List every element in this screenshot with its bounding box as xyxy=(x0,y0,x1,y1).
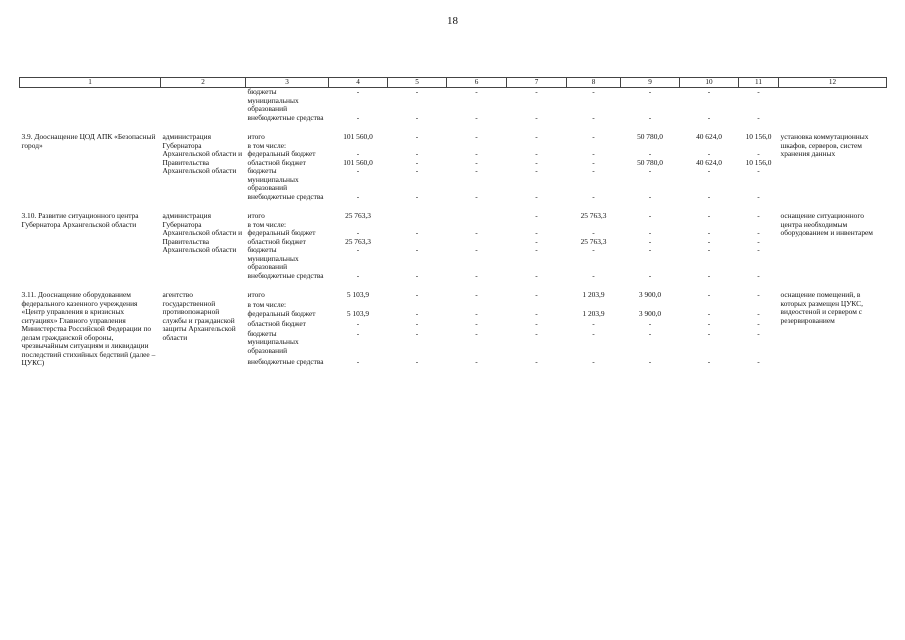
amount-cell: - xyxy=(356,191,360,201)
amount-cell: - xyxy=(648,191,652,201)
amount-cell: - xyxy=(648,211,652,221)
funding-source: итого xyxy=(247,132,265,142)
amount-cell: 101 560,0 xyxy=(343,157,373,167)
funding-source: федеральный бюджет xyxy=(247,228,316,238)
amount-cell: - xyxy=(648,270,652,280)
funding-source: областной бюджет xyxy=(247,236,306,246)
amount-cell: - xyxy=(592,112,595,122)
amount-cell: - xyxy=(757,228,760,238)
column-header: 10 xyxy=(680,78,739,88)
amount-cell: 10 156,0 xyxy=(745,157,772,167)
amount-cell: - xyxy=(475,290,478,300)
amount-cell: - xyxy=(415,357,419,367)
amount-cell: 40 624,0 xyxy=(696,157,722,167)
amount-cell: - xyxy=(475,132,478,142)
amount-cell: - xyxy=(415,112,419,122)
amount-cell: 3 900,0 xyxy=(638,290,662,300)
amount-cell: - xyxy=(648,166,652,176)
executor: администрация Губернатора Архангельской области и Правительства Архангельской области xyxy=(162,132,243,176)
measure-title: 3.10. Развитие ситуационного центра Губернатора Архангельской области xyxy=(21,211,139,229)
amount-cell: - xyxy=(648,112,652,122)
executor: агентство государственной противопожарной службы и гражданской защиты Архангельской области xyxy=(162,290,236,342)
amount-cell: 25 763,3 xyxy=(345,236,371,246)
column-number-row xyxy=(20,78,887,88)
amount-cell: - xyxy=(475,149,478,159)
funding-source: бюджеты муниципальных образований xyxy=(247,245,299,272)
expected-result: оснащение ситуационного центра необходимым оборудованием и инвентарем xyxy=(780,211,873,238)
amount-cell: - xyxy=(707,290,711,300)
amount-cell: - xyxy=(535,149,538,159)
amount-cell: - xyxy=(592,87,595,96)
amount-cell: - xyxy=(356,87,360,96)
amount-cell: - xyxy=(592,132,595,142)
amount-cell xyxy=(447,212,507,221)
amount-cell: - xyxy=(475,357,478,367)
amount-cell: - xyxy=(415,328,419,338)
amount-cell: - xyxy=(592,228,595,238)
amount-cell: - xyxy=(707,149,711,159)
amount-cell: 1 203,9 xyxy=(582,290,605,300)
amount-cell: - xyxy=(592,357,595,367)
funding-source: внебюджетные средства xyxy=(247,191,324,201)
amount-cell: - xyxy=(707,87,711,96)
amount-cell: - xyxy=(415,245,419,255)
table-row xyxy=(20,88,887,114)
amount-cell: - xyxy=(757,87,760,96)
column-header: 4 xyxy=(329,78,388,88)
amount-cell: - xyxy=(535,236,538,246)
amount-cell: - xyxy=(707,166,711,176)
funding-source: в том числе: xyxy=(247,299,287,309)
amount-cell: - xyxy=(535,290,538,300)
amount-cell: - xyxy=(356,245,360,255)
amount-cell: - xyxy=(415,228,419,238)
amount-cell: - xyxy=(535,157,538,167)
amount-cell: - xyxy=(535,319,538,329)
amount-cell: - xyxy=(475,112,478,122)
amount-cell: - xyxy=(757,112,760,122)
amount-cell: 10 156,0 xyxy=(745,132,772,142)
funding-source: внебюджетные средства xyxy=(247,357,324,367)
amount-cell: 5 103,9 xyxy=(346,290,370,300)
column-header: 5 xyxy=(388,78,447,88)
amount-cell: - xyxy=(415,166,419,176)
amount-cell: - xyxy=(415,157,419,167)
amount-cell: - xyxy=(757,211,760,221)
amount-cell: 25 763,3 xyxy=(345,211,371,221)
funding-source: внебюджетные средства xyxy=(247,270,324,280)
table-body xyxy=(20,88,887,368)
amount-cell: - xyxy=(592,166,595,176)
amount-cell: - xyxy=(475,228,478,238)
program-table xyxy=(19,77,887,368)
amount-cell: - xyxy=(707,236,711,246)
amount-cell: - xyxy=(592,328,595,338)
amount-cell: - xyxy=(535,270,538,280)
column-header: 1 xyxy=(20,78,161,88)
amount-cell: 25 763,3 xyxy=(580,211,607,221)
amount-cell: - xyxy=(757,328,760,338)
amount-cell: - xyxy=(475,157,478,167)
amount-cell: 50 780,0 xyxy=(637,132,663,142)
table-row xyxy=(20,133,887,142)
amount-cell: - xyxy=(415,309,419,319)
column-header: 12 xyxy=(779,78,887,88)
measure-title: 3.11. Дооснащение оборудованием федерального казенного учреждения «Центр управления в кризисных ситуациях» Главного управления Министерства Российской Федерации по делам гражданской обороны, чрезвычайным ситуациям и ликвидации последствий стихийных бедствий (далее – ЦУКС) xyxy=(21,290,156,368)
amount-cell: - xyxy=(356,328,360,338)
amount-cell: - xyxy=(415,319,419,329)
amount-cell: - xyxy=(415,290,419,300)
amount-cell: - xyxy=(707,357,711,367)
column-header: 9 xyxy=(621,78,680,88)
amount-cell: - xyxy=(648,319,652,329)
column-header: 8 xyxy=(567,78,621,88)
amount-cell: - xyxy=(707,328,711,338)
funding-source: в том числе: xyxy=(247,140,287,150)
measure-title xyxy=(20,88,161,123)
column-header: 3 xyxy=(246,78,329,88)
funding-source: федеральный бюджет xyxy=(247,149,316,159)
amount-cell: - xyxy=(648,236,652,246)
funding-source: бюджеты муниципальных образований xyxy=(247,87,299,114)
amount-cell: - xyxy=(535,357,538,367)
amount-cell: - xyxy=(757,309,760,319)
funding-source: итого xyxy=(247,290,265,300)
amount-cell: - xyxy=(535,166,538,176)
amount-cell: - xyxy=(707,228,711,238)
amount-cell: - xyxy=(592,191,595,201)
amount-cell: - xyxy=(415,149,419,159)
expected-result xyxy=(779,88,887,123)
amount-cell: - xyxy=(707,270,711,280)
amount-cell: - xyxy=(757,236,760,246)
amount-cell: - xyxy=(535,87,538,96)
amount-cell: - xyxy=(707,245,711,255)
column-header: 11 xyxy=(739,78,779,88)
amount-cell: - xyxy=(707,309,711,319)
amount-cell: - xyxy=(592,319,595,329)
amount-cell: - xyxy=(475,191,478,201)
amount-cell: - xyxy=(415,270,419,280)
amount-cell: - xyxy=(475,319,478,329)
amount-cell: 25 763,3 xyxy=(580,236,607,246)
amount-cell: - xyxy=(648,328,652,338)
amount-cell: - xyxy=(535,245,538,255)
amount-cell: - xyxy=(356,357,360,367)
amount-cell: - xyxy=(707,112,711,122)
amount-cell: - xyxy=(475,270,478,280)
amount-cell: - xyxy=(757,166,760,176)
amount-cell: - xyxy=(356,319,360,329)
amount-cell: - xyxy=(757,149,760,159)
column-header: 6 xyxy=(447,78,507,88)
funding-source: федеральный бюджет xyxy=(247,309,316,319)
funding-source: в том числе: xyxy=(247,219,287,229)
amount-cell: - xyxy=(475,328,478,338)
amount-cell: - xyxy=(592,157,595,167)
amount-cell: - xyxy=(475,166,478,176)
amount-cell: - xyxy=(415,87,419,96)
page-number: 18 xyxy=(447,15,458,27)
measure-title: 3.9. Дооснащение ЦОД АПК «Безопасный город» xyxy=(21,132,156,150)
amount-cell: - xyxy=(592,270,595,280)
amount-cell: - xyxy=(757,191,760,201)
funding-source: бюджеты муниципальных образований xyxy=(247,328,299,355)
amount-cell: - xyxy=(535,328,538,338)
amount-cell: 50 780,0 xyxy=(637,157,663,167)
amount-cell: - xyxy=(592,245,595,255)
funding-source: бюджеты муниципальных образований xyxy=(247,166,299,193)
amount-cell: - xyxy=(535,132,538,142)
amount-cell: - xyxy=(475,309,478,319)
amount-cell: 101 560,0 xyxy=(343,132,373,142)
table-row xyxy=(20,291,887,301)
amount-cell: - xyxy=(592,149,595,159)
amount-cell: - xyxy=(707,191,711,201)
executor: администрация Губернатора Архангельской области и Правительства Архангельской области xyxy=(162,211,243,255)
amount-cell: - xyxy=(757,245,760,255)
amount-cell: - xyxy=(356,149,360,159)
amount-cell: 40 624,0 xyxy=(696,132,722,142)
column-header: 2 xyxy=(161,78,246,88)
amount-cell: - xyxy=(648,149,652,159)
column-header: 7 xyxy=(507,78,567,88)
amount-cell: - xyxy=(535,309,538,319)
funding-source: областной бюджет xyxy=(247,319,306,329)
funding-source: внебюджетные средства xyxy=(247,112,324,122)
amount-cell: - xyxy=(475,245,478,255)
amount-cell: 5 103,9 xyxy=(346,309,370,319)
expected-result: оснащение помещений, в которых размещен ЦУКС, видеостеной и сервером с резервированием xyxy=(780,290,863,325)
amount-cell: - xyxy=(535,191,538,201)
expected-result: установка коммутационных шкафов, серверов, систем хранения данных xyxy=(780,132,869,159)
executor xyxy=(161,88,246,123)
amount-cell: - xyxy=(356,166,360,176)
amount-cell xyxy=(388,212,447,221)
amount-cell: - xyxy=(535,211,538,221)
amount-cell: - xyxy=(648,357,652,367)
amount-cell: - xyxy=(648,87,652,96)
amount-cell: - xyxy=(535,228,538,238)
amount-cell: - xyxy=(356,270,360,280)
amount-cell: - xyxy=(356,112,360,122)
amount-cell: 3 900,0 xyxy=(638,309,662,319)
amount-cell: - xyxy=(648,228,652,238)
amount-cell: - xyxy=(757,290,760,300)
amount-cell: - xyxy=(415,132,419,142)
funding-source: областной бюджет xyxy=(247,157,306,167)
amount-cell: - xyxy=(356,228,360,238)
amount-cell: - xyxy=(757,319,760,329)
amount-cell: - xyxy=(475,87,478,96)
amount-cell: - xyxy=(535,112,538,122)
amount-cell: - xyxy=(707,319,711,329)
amount-cell: - xyxy=(757,270,760,280)
amount-cell: - xyxy=(757,357,760,367)
funding-source: итого xyxy=(247,211,265,221)
amount-cell: 1 203,9 xyxy=(582,309,605,319)
table-row xyxy=(20,212,887,221)
amount-cell: - xyxy=(648,245,652,255)
amount-cell: - xyxy=(415,191,419,201)
amount-cell: - xyxy=(707,211,711,221)
